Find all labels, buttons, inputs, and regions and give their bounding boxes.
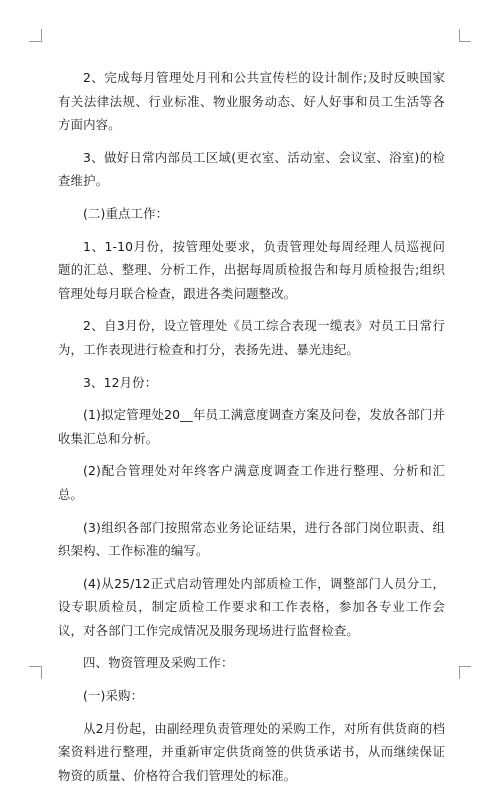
- document-body: [58, 66, 445, 787]
- section-heading-materials-procurement: 四、物资管理及采购工作：: [83, 655, 234, 671]
- section-heading-key-work: (二)重点工作：: [83, 205, 169, 221]
- paragraph-supplier-management: 从2月份起，由副经理负责管理处的采购工作，对所有供货商的档案资料进行整理，并重新审定供货商签的供货承诺书，从而继续保证物资的质量、价格符合我们管理处的标准。: [58, 720, 445, 783]
- subheading-december: 3、12月份：: [83, 374, 158, 390]
- crop-mark-top-left-horizontal: [29, 41, 41, 42]
- subheading-procurement: (一)采购：: [83, 688, 144, 704]
- paragraph-satisfaction-survey: (1)拟定管理处20__年员工满意度调查方案及问卷，发放各部门并收集汇总和分析。: [58, 407, 445, 446]
- paragraph-staff-area-maintenance: 3、做好日常内部员工区域(更衣室、活动室、会议室、浴室)的检查维护。: [58, 149, 445, 189]
- paragraph-job-responsibilities: (3)组织各部门按照常态业务论证结果，进行各部门岗位职责、组织架构、工作标准的编写。: [58, 519, 445, 559]
- crop-mark-bottom-left-vertical: [41, 666, 42, 679]
- crop-mark-bottom-right-vertical: [459, 666, 460, 679]
- paragraph-weekly-inspection: 1、1-10月份，按管理处要求，负责管理处每周经理人员巡视问题的汇总、整理、分析工作，出据每周质检报告和每月质检报告;组织管理处每月联合检查，跟进各类问题整改。: [58, 238, 445, 301]
- crop-mark-top-right-vertical: [459, 29, 460, 42]
- paragraph-customer-survey: (2)配合管理处对年终客户满意度调查工作进行整理、分析和汇总。: [58, 463, 445, 502]
- crop-mark-top-left-vertical: [41, 29, 42, 42]
- crop-mark-bottom-left-horizontal: [29, 666, 41, 667]
- paragraph-employee-performance-table: 2、自3月份，设立管理处《员工综合表现一缆表》对员工日常行为，工作表现进行检查和打分，表扬先进、暴光违纪。: [58, 318, 445, 357]
- crop-mark-top-right-horizontal: [459, 41, 471, 42]
- paragraph-internal-quality-check: (4)从25/12正式启动管理处内部质检工作，调整部门人员分工，设专职质检员，制定质检工作要求和工作表格，参加各专业工作会议，对各部门工作完成情况及服务现场进行监督检查。: [58, 575, 445, 638]
- paragraph-monthly-publication: 2、完成每月管理处月刊和公共宣传栏的设计制作;及时反映国家有关法律法规、行业标准、物业服务动态、好人好事和员工生活等各方面内容。: [58, 70, 445, 133]
- crop-mark-bottom-right-horizontal: [459, 666, 471, 667]
